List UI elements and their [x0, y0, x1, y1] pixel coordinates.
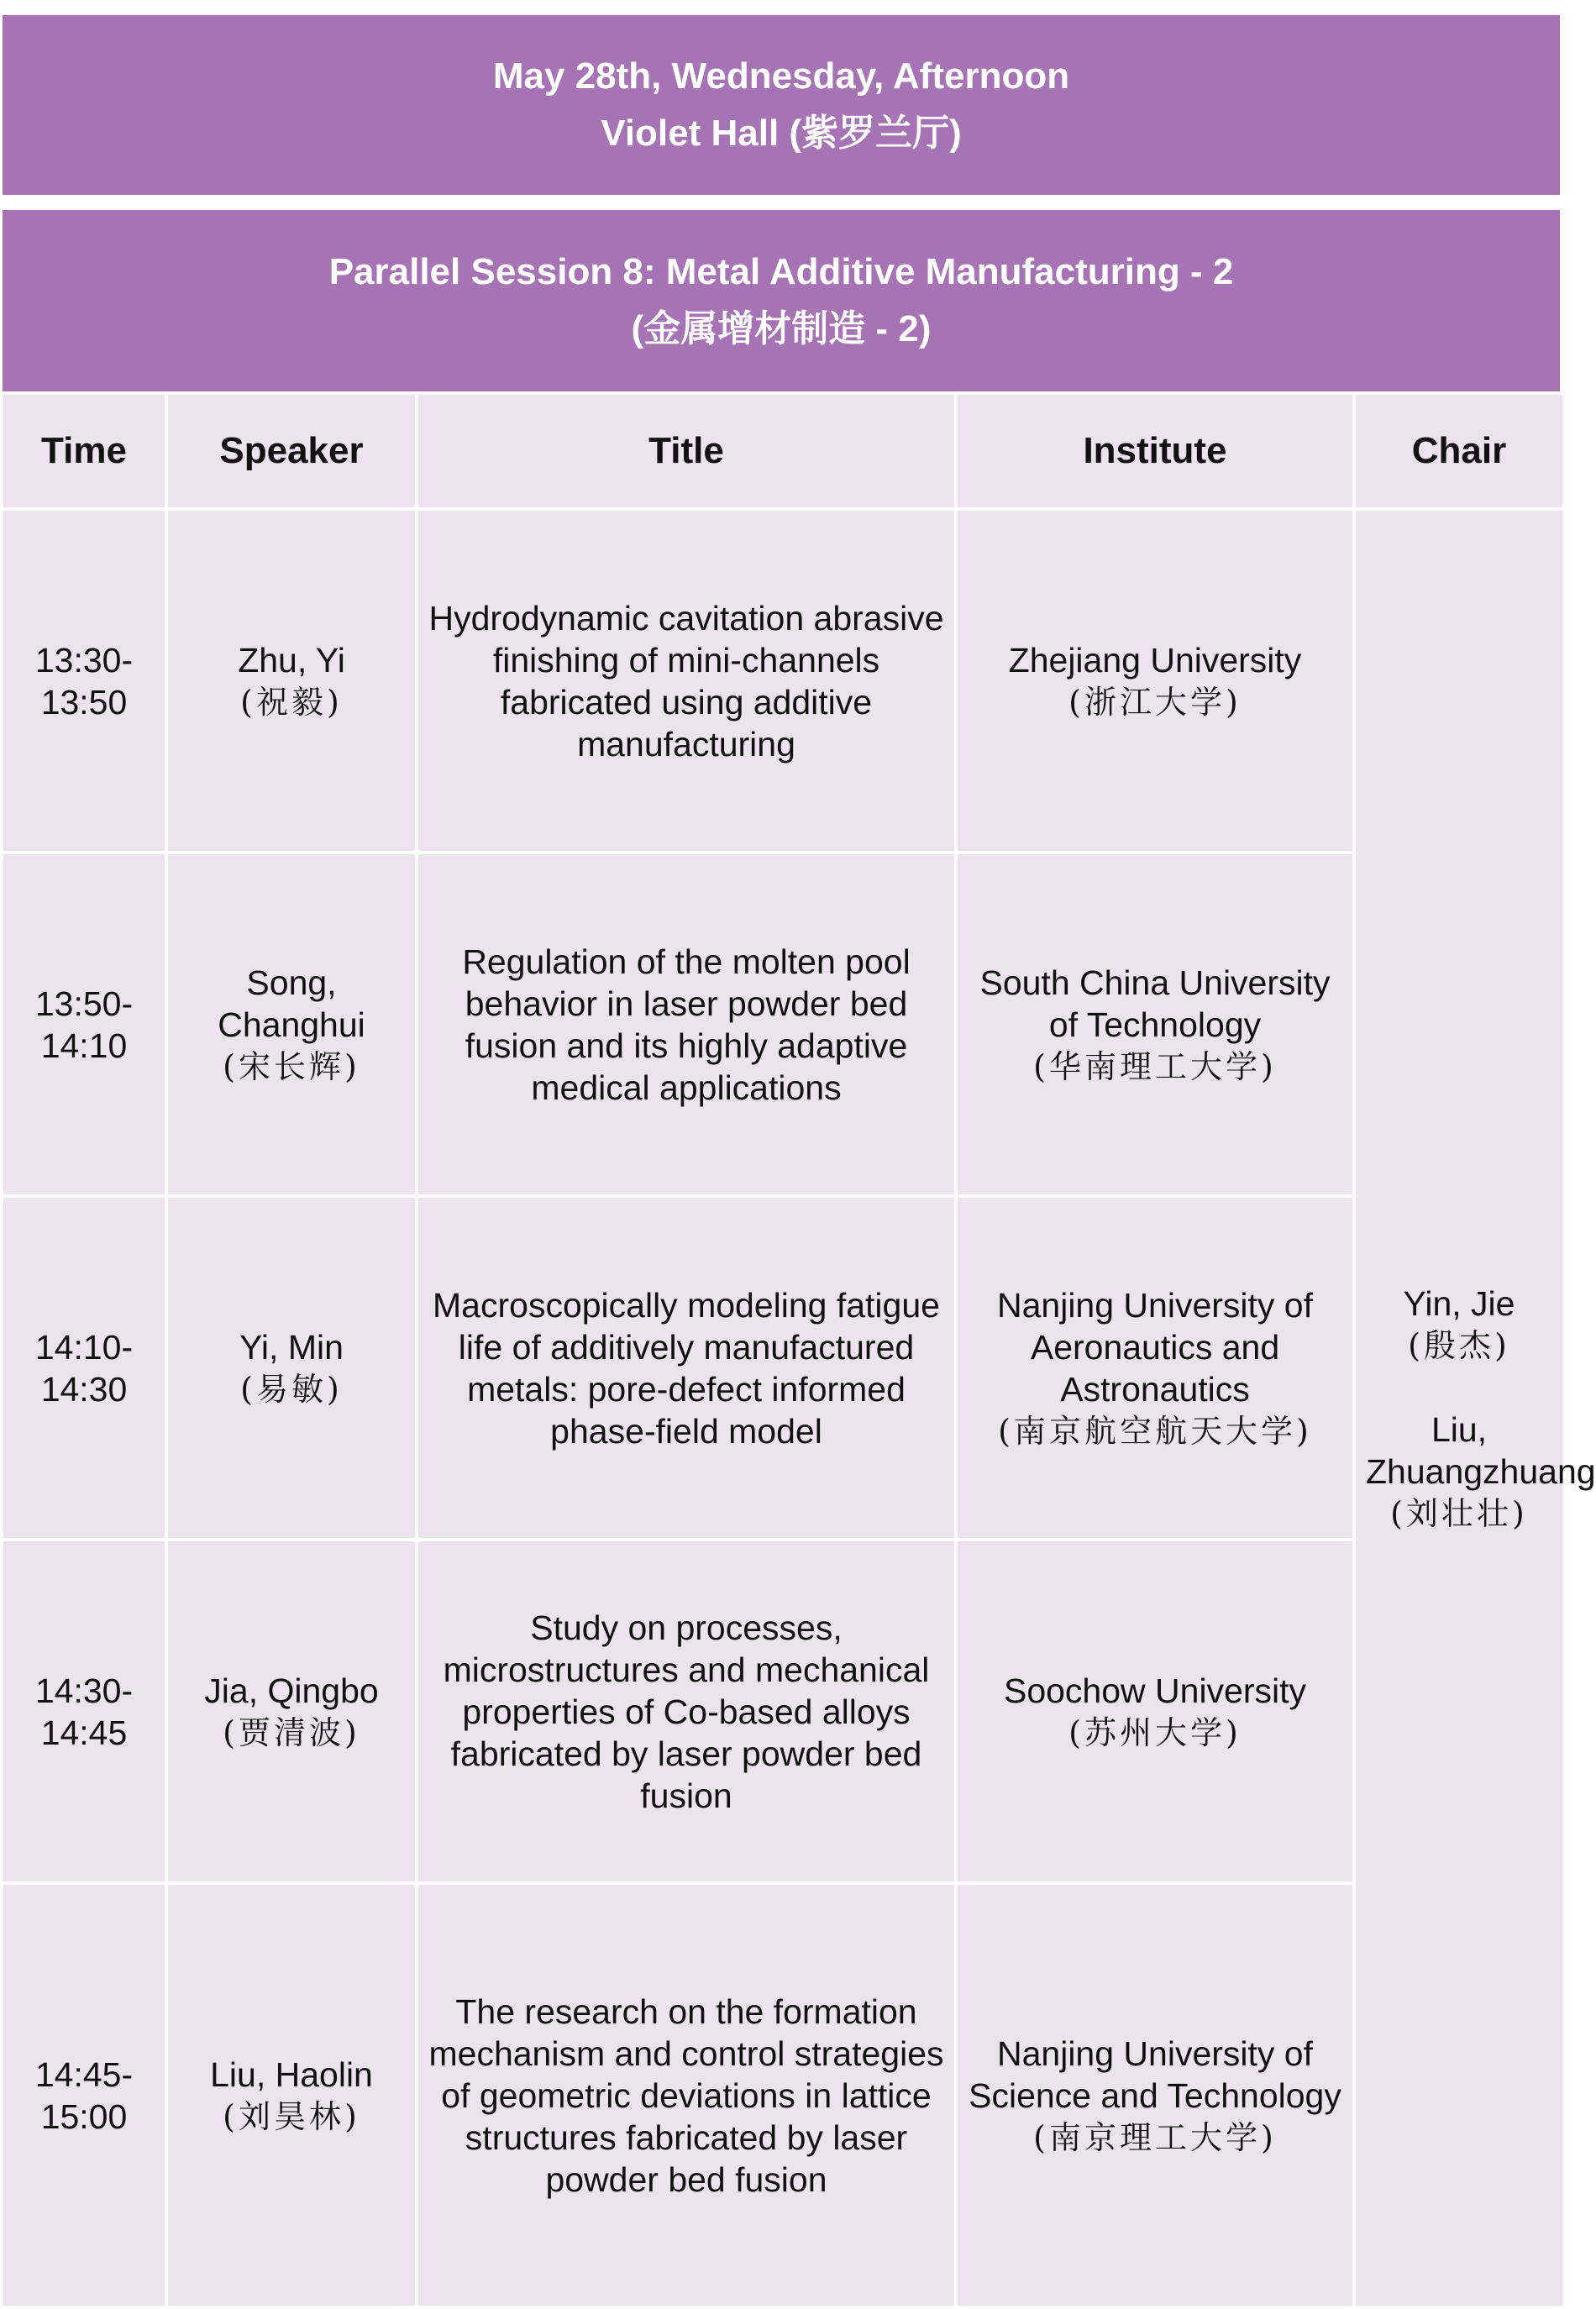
title-cell: The research on the formation mechanism and control strategies of geometric deviations in lattice structures fabricated by laser powder bed fusion [417, 1883, 956, 2307]
session-title: Parallel Session 8: Metal Additive Manufacturing - 2 [328, 251, 1234, 292]
column-header-institute: Institute [956, 393, 1354, 509]
speaker-name-zh: (贾清波) [223, 1713, 360, 1751]
title-cell: Macroscopically modeling fatigue life of additively manufactured metals: pore-defect informed phase-field model [417, 1196, 956, 1540]
speaker-name-zh: (易敏) [240, 1370, 343, 1408]
chair-cell [1354, 509, 1596, 2307]
venue-line: Violet Hall (紫罗兰厅) [601, 113, 962, 154]
chair-name: Yin, Jie [1403, 1283, 1515, 1323]
speaker-name: Jia, Qingbo [204, 1671, 379, 1710]
title-cell: Hydrodynamic cavitation abrasive finishing of mini-channels fabricated using additive manufacturing [417, 509, 956, 853]
institute-cell [956, 1883, 1354, 2307]
institute-name: Nanjing University of Aeronautics and Astronautics [997, 1285, 1313, 1409]
session-date-venue-banner [3, 15, 1560, 195]
speaker-cell [166, 509, 417, 853]
speaker-name-zh: (祝毅) [240, 683, 343, 721]
session-title-banner [3, 210, 1560, 391]
institute-name-zh: (浙江大学) [1068, 683, 1242, 721]
chair-name-zh: (殷杰) [1408, 1326, 1510, 1364]
time-end: 14:45 [40, 1713, 128, 1752]
column-header-speaker: Speaker [166, 393, 417, 509]
table-row [2, 1196, 1564, 1540]
speaker-cell [166, 1883, 417, 2307]
speaker-cell [166, 1540, 417, 1883]
time-cell [2, 1883, 166, 2307]
speaker-name-zh: (刘昊林) [223, 2097, 360, 2135]
chair-name-zh: (刘壮壮) [1390, 1494, 1528, 1532]
time-cell [2, 1196, 166, 1540]
time-cell [2, 853, 166, 1196]
institute-name-zh: (华南理工大学) [1033, 1047, 1277, 1085]
speaker-name: Yi, Min [239, 1327, 344, 1367]
time-start: 14:30- [34, 1671, 134, 1710]
institute-name-zh: (苏州大学) [1068, 1713, 1242, 1751]
institute-name-zh: (南京航空航天大学) [998, 1412, 1312, 1450]
table-row [2, 1883, 1564, 2307]
time-cell [2, 509, 166, 853]
time-end: 14:30 [40, 1369, 128, 1409]
time-start: 14:45- [34, 2054, 134, 2094]
table-row [2, 853, 1564, 1196]
institute-cell [956, 853, 1354, 1196]
speaker-name: Liu, Haolin [210, 2054, 373, 2094]
institute-name: Nanjing University of Science and Technology [969, 2033, 1341, 2115]
schedule-table [0, 391, 1596, 2309]
table-row [2, 509, 1564, 853]
institute-cell [956, 509, 1354, 853]
time-cell [2, 1540, 166, 1883]
speaker-cell [166, 1196, 417, 1540]
table-header-row [2, 393, 1564, 509]
column-header-chair: Chair [1354, 393, 1564, 509]
speaker-name-zh: (宋长辉) [223, 1047, 360, 1085]
title-cell: Regulation of the molten pool behavior in laser powder bed fusion and its highly adaptive medical applications [417, 853, 956, 1196]
institute-cell [956, 1196, 1354, 1540]
institute-name: Soochow University [1003, 1671, 1307, 1710]
speaker-name: Zhu, Yi [238, 640, 345, 680]
date-line: May 28th, Wednesday, Afternoon [492, 55, 1070, 97]
time-end: 13:50 [40, 682, 128, 722]
chair-name: Liu, Zhuangzhuang [1366, 1409, 1596, 1491]
time-start: 13:30- [34, 640, 134, 680]
time-start: 14:10- [34, 1327, 134, 1367]
session-title-zh: (金属增材制造 - 2) [631, 308, 932, 349]
institute-name: South China University of Technology [979, 963, 1331, 1044]
column-header-time: Time [2, 393, 166, 509]
speaker-name: Song, Changhui [218, 963, 365, 1044]
time-end: 14:10 [40, 1026, 128, 1065]
institute-cell [956, 1540, 1354, 1883]
column-header-title: Title [417, 393, 956, 509]
institute-name-zh: (南京理工大学) [1033, 2118, 1277, 2156]
institute-name: Zhejiang University [1008, 640, 1302, 680]
table-row [2, 1540, 1564, 1883]
time-start: 13:50- [34, 984, 134, 1023]
title-cell: Study on processes, microstructures and mechanical properties of Co-based alloys fabricated by laser powder bed fusion [417, 1540, 956, 1883]
speaker-cell [166, 853, 417, 1196]
time-end: 15:00 [40, 2096, 128, 2136]
